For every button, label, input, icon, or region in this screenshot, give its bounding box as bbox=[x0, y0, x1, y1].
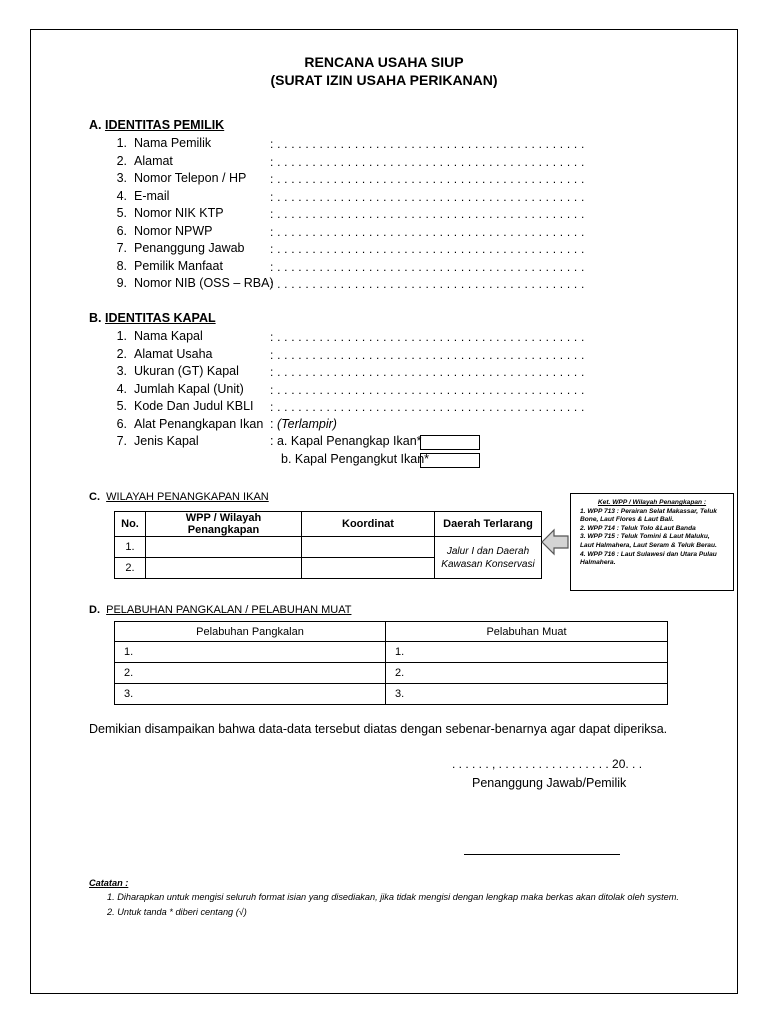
field-label: Nama Kapal bbox=[134, 329, 203, 343]
col-no: No. bbox=[115, 512, 146, 537]
field-input-dots[interactable]: : . . . . . . . . . . . . . . . . . . . . . . . . . . . . . . . . . . . . . . . . . . . . bbox=[270, 400, 585, 414]
field-input-dots[interactable]: : . . . . . . . . . . . . . . . . . . . . . . . . . . . . . . . . . . . . . . . . . . . . bbox=[270, 277, 585, 291]
field-row bbox=[105, 364, 239, 378]
document-title: RENCANA USAHA SIUP bbox=[304, 54, 464, 70]
koordinat-input-1[interactable] bbox=[302, 537, 435, 558]
field-number: 9. bbox=[116, 276, 127, 290]
field-number: 3. bbox=[116, 171, 127, 185]
field-label: E-mail bbox=[134, 188, 170, 203]
wpp-input-1[interactable] bbox=[146, 537, 302, 558]
field-label: Nomor NPWP bbox=[134, 223, 213, 238]
field-label: Ukuran (GT) Kapal bbox=[134, 364, 239, 378]
alat-penangkapan-row: 6. Alat Penangkapan Ikan bbox=[116, 417, 264, 431]
field-row bbox=[105, 171, 246, 185]
field-row bbox=[105, 189, 169, 203]
field-label: Pemilik Manfaat bbox=[134, 258, 223, 273]
field-input-dots[interactable]: : . . . . . . . . . . . . . . . . . . . . . . . . . . . . . . . . . . . . . . . . . . . . bbox=[270, 382, 585, 397]
closing-statement: Demikian disampaikan bahwa data-data tersebut diatas dengan sebenar-benarnya agar dapat diperiksa. bbox=[89, 722, 668, 736]
koordinat-input-2[interactable] bbox=[302, 558, 435, 579]
pangkalan-cell[interactable]: 1. bbox=[115, 642, 386, 663]
field-row bbox=[105, 259, 223, 273]
kapal-pengangkut-checkbox[interactable] bbox=[420, 453, 480, 468]
field-number: 8. bbox=[116, 258, 127, 273]
jenis-kapal-row: 7. Jenis Kapal bbox=[116, 434, 199, 448]
field-input-dots[interactable]: : . . . . . . . . . . . . . . . . . . . . . . . . . . . . . . . . . . . . . . . . . . . . bbox=[270, 347, 585, 362]
field-label: Nomor NIB (OSS – RBA) bbox=[134, 276, 274, 290]
field-number: 6. bbox=[116, 223, 127, 238]
catatan-heading: Catatan : bbox=[89, 878, 129, 888]
field-input-dots[interactable]: : . . . . . . . . . . . . . . . . . . . . . . . . . . . . . . . . . . . . . . . . . . . . bbox=[270, 137, 585, 151]
field-input-dots[interactable]: : . . . . . . . . . . . . . . . . . . . . . . . . . . . . . . . . . . . . . . . . . . . . bbox=[270, 172, 585, 186]
wpp-legend-line: 3. WPP 715 : Teluk Tomini & Laut Maluku, Laut Halmahera, Laut Seram & Teluk Berau. bbox=[580, 533, 717, 549]
field-input-dots[interactable]: : . . . . . . . . . . . . . . . . . . . . . . . . . . . . . . . . . . . . . . . . . . . . bbox=[270, 365, 585, 379]
field-label: Alamat bbox=[134, 153, 173, 168]
field-input-dots[interactable]: : . . . . . . . . . . . . . . . . . . . . . . . . . . . . . . . . . . . . . . . . . . . . bbox=[270, 330, 585, 344]
field-row bbox=[105, 329, 203, 343]
field-label: Kode Dan Judul KBLI bbox=[134, 399, 254, 413]
pelabuhan-table bbox=[114, 621, 668, 705]
field-row bbox=[105, 154, 173, 168]
field-input-dots[interactable]: : . . . . . . . . . . . . . . . . . . . . . . . . . . . . . . . . . . . . . . . . . . . . bbox=[270, 207, 585, 221]
field-label: Nomor NIK KTP bbox=[134, 206, 224, 220]
pangkalan-cell[interactable]: 2. bbox=[115, 663, 386, 684]
field-row bbox=[105, 399, 254, 413]
wpp-legend-heading: Ket. WPP / Wilayah Penangkapan : bbox=[597, 499, 707, 506]
section-c-heading: C. WILAYAH PENANGKAPAN IKAN bbox=[89, 491, 269, 503]
field-number: 5. bbox=[116, 206, 127, 220]
document-subtitle: (SURAT IZIN USAHA PERIKANAN) bbox=[270, 72, 498, 88]
wilayah-table bbox=[114, 511, 542, 579]
col-pelabuhan-muat: Pelabuhan Muat bbox=[386, 622, 668, 642]
jenis-kapal-option-b: b. Kapal Pengangkut Ikan* bbox=[281, 452, 430, 466]
field-number: 2. bbox=[116, 153, 127, 168]
daerah-terlarang-text: Jalur I dan Daerah Kawasan Konservasi bbox=[435, 537, 542, 579]
col-daerah-terlarang: Daerah Terlarang bbox=[435, 512, 542, 537]
field-number: 4. bbox=[116, 381, 127, 396]
field-label: Nomor Telepon / HP bbox=[134, 171, 247, 185]
wpp-legend-line: 4. WPP 716 : Laut Sulawesi dan Utara Pulau Halmahera. bbox=[580, 550, 717, 567]
field-number: 4. bbox=[116, 188, 127, 203]
field-input-dots[interactable]: : . . . . . . . . . . . . . . . . . . . . . . . . . . . . . . . . . . . . . . . . . . . . bbox=[270, 259, 585, 274]
field-label: Nama Pemilik bbox=[134, 136, 212, 150]
field-row bbox=[105, 276, 274, 290]
col-koordinat: Koordinat bbox=[302, 512, 435, 537]
field-input-dots[interactable]: : . . . . . . . . . . . . . . . . . . . . . . . . . . . . . . . . . . . . . . . . . . . . bbox=[270, 189, 585, 204]
field-number: 5. bbox=[116, 399, 127, 413]
field-row bbox=[105, 224, 212, 238]
field-label: Penanggung Jawab bbox=[134, 241, 245, 255]
col-wpp: WPP / Wilayah Penangkapan bbox=[146, 512, 302, 537]
field-row bbox=[105, 206, 224, 220]
jenis-kapal-option-a: : a. Kapal Penangkap Ikan* bbox=[270, 434, 422, 448]
wpp-legend-line: 2. WPP 714 : Teluk Tolo &Laut Banda bbox=[580, 524, 696, 532]
field-number: 3. bbox=[116, 364, 127, 378]
field-number: 2. bbox=[116, 346, 127, 361]
field-row bbox=[105, 241, 245, 255]
field-input-dots[interactable]: : . . . . . . . . . . . . . . . . . . . . . . . . . . . . . . . . . . . . . . . . . . . . bbox=[270, 242, 585, 256]
field-input-dots[interactable]: : . . . . . . . . . . . . . . . . . . . . . . . . . . . . . . . . . . . . . . . . . . . . bbox=[270, 224, 585, 239]
field-label: Alamat Usaha bbox=[134, 346, 213, 361]
section-d-heading: D. PELABUHAN PANGKALAN / PELABUHAN MUAT bbox=[89, 604, 352, 616]
field-number: 1. bbox=[116, 136, 127, 150]
alat-penangkapan-value: : (Terlampir) bbox=[270, 417, 337, 431]
section-b-heading: B. IDENTITAS KAPAL bbox=[89, 311, 216, 325]
col-pelabuhan-pangkalan: Pelabuhan Pangkalan bbox=[115, 622, 386, 642]
wpp-legend-line: 1. WPP 713 : Perairan Selat Makassar, Teluk Bone, Laut Flores & Laut Bali. bbox=[580, 507, 717, 524]
muat-cell[interactable]: 2. bbox=[386, 663, 668, 684]
catatan-note: 1. Diharapkan untuk mengisi seluruh format isian yang disediakan, jika tidak mengisi dengan lengkap maka berkas akan ditolak oleh system. bbox=[107, 892, 679, 902]
section-a-heading: A. IDENTITAS PEMILIK bbox=[89, 118, 225, 132]
date-line: . . . . . . , . . . . . . . . . . . . . . . . . 20. . . bbox=[452, 757, 643, 771]
muat-cell[interactable]: 3. bbox=[386, 684, 668, 705]
kapal-penangkap-checkbox[interactable] bbox=[420, 435, 480, 450]
field-row bbox=[105, 136, 211, 150]
field-number: 1. bbox=[116, 329, 127, 343]
catatan-note: 2. Untuk tanda * diberi centang (√) bbox=[107, 907, 247, 917]
field-label: Jumlah Kapal (Unit) bbox=[134, 381, 244, 396]
field-number: 7. bbox=[116, 241, 127, 255]
table-row-no: 2. bbox=[115, 558, 146, 579]
wpp-input-2[interactable] bbox=[146, 558, 302, 579]
signer-title: Penanggung Jawab/Pemilik bbox=[472, 776, 627, 790]
field-row bbox=[105, 382, 244, 396]
muat-cell[interactable]: 1. bbox=[386, 642, 668, 663]
field-row bbox=[105, 347, 213, 361]
field-input-dots[interactable]: : . . . . . . . . . . . . . . . . . . . . . . . . . . . . . . . . . . . . . . . . . . . . bbox=[270, 154, 585, 169]
table-row-no: 1. bbox=[115, 537, 146, 558]
signature-line bbox=[464, 854, 620, 855]
wpp-legend-box bbox=[570, 493, 734, 591]
left-arrow-icon bbox=[540, 527, 570, 557]
pangkalan-cell[interactable]: 3. bbox=[115, 684, 386, 705]
